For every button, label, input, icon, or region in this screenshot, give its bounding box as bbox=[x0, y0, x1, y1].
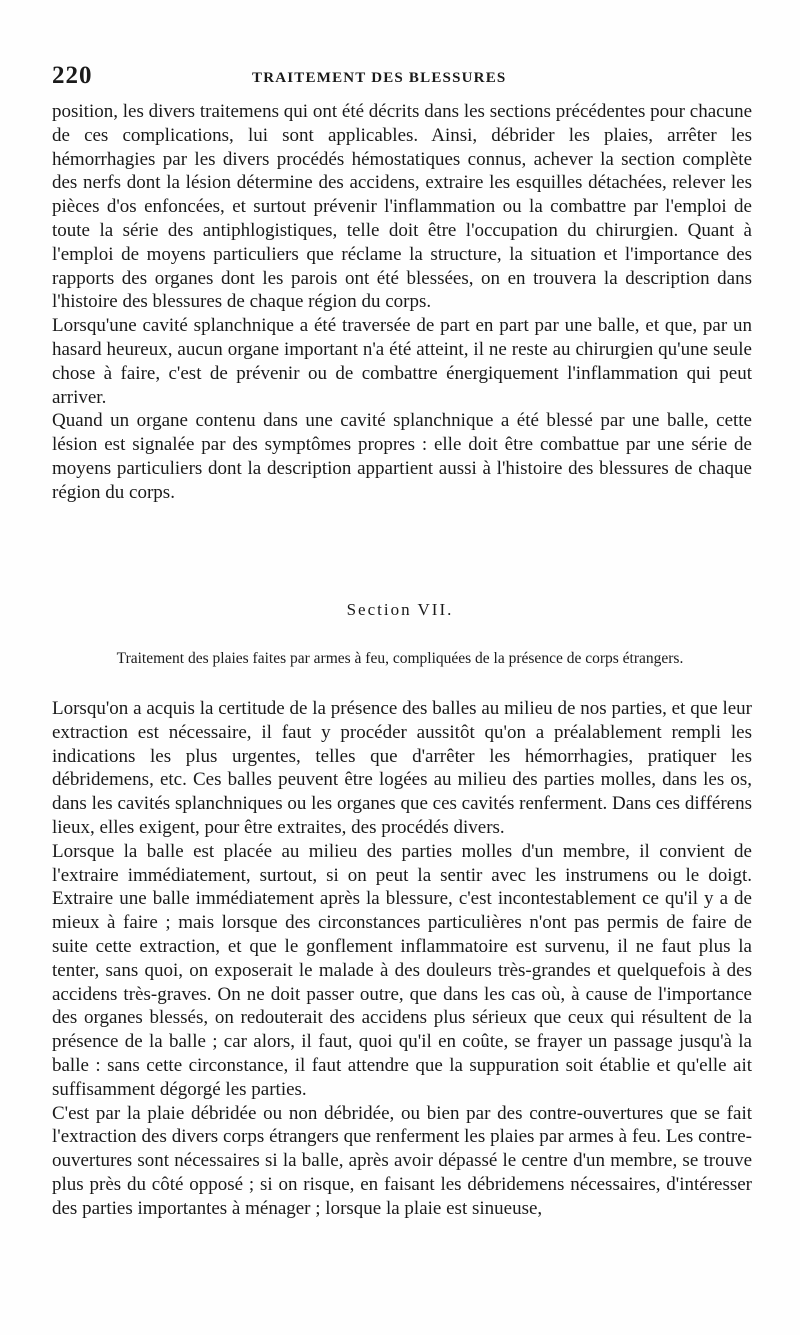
paragraph: Quand un organe contenu dans une cavité splanchnique a été blessé par une balle, cette lésion est signalée par des symptômes propres : elle doit être combattue par une série de moyens particuliers dont la description appartient aussi à l'histoire des blessures de chaque région du corps. bbox=[52, 410, 752, 503]
paragraph: Lorsqu'une cavité splanchnique a été traversée de part en part par une balle, et que, par un hasard heureux, aucun organe important n'a été atteint, il ne reste au chirurgien qu'une seule chose à faire, c'est de prévenir ou de combattre énergiquement l'inflammation qui peut arriver. bbox=[52, 315, 752, 408]
paragraph: C'est par la plaie débridée ou non débridée, ou bien par des contre-ouvertures que se fait l'extraction des divers corps étrangers que renferment les plaies par armes à feu. Les contre-ouvertures sont nécessaires si la balle, après avoir dépassé le centre d'un membre, se trouve plus près du côté opposé ; si on risque, en faisant les débridemens nécessaires, d'intéresser des parties importantes à ménager ; lorsque la plaie est sinueuse, bbox=[52, 1102, 752, 1219]
page-number: 220 bbox=[52, 62, 93, 89]
section-title: Section VII. bbox=[346, 600, 454, 619]
section-subtitle: Traitement des plaies faites par armes à feu, compliquées de la présence de corps étrangers. bbox=[116, 650, 684, 667]
paragraph: position, les divers traitemens qui ont été décrits dans les sections précédentes pour chacune de ces complications, lui sont applicables. Ainsi, débrider les plaies, arrêter les hémorrhagies par les divers procédés hémostatiques connus, achever la section complète des nerfs dont la lésion détermine des accidens, extraire les esquilles détachées, relever les pièces d'os enfoncées, et surtout prévenir l'inflammation ou la combattre par l'emploi de toute la série des antiphlogistiques, telle doit être l'occupation du chirurgien. Quant à l'emploi de moyens particuliers que réclame la structure, la situation et l'importance des rapports des organes dont les parois ont été blessées, on en trouvera la description dans l'histoire des blessures de chaque région du corps. bbox=[52, 101, 752, 313]
running-head: TRAITEMENT DES BLESSURES bbox=[252, 70, 507, 86]
body-text-top bbox=[52, 100, 752, 505]
body-text-bottom bbox=[52, 697, 752, 1221]
paragraph: Lorsqu'on a acquis la certitude de la présence des balles au milieu de nos parties, et que leur extraction est nécessaire, il faut y procéder aussitôt qu'on a préalablement rempli les indications les plus urgentes, telles que d'arrêter les hémorrhagies, pratiquer les débridemens, etc. Ces balles peuvent être logées au milieu des parties molles, dans les os, dans les cavités splanchniques ou les organes que ces cavités renferment. Dans ces différens lieux, elles exigent, pour être extraites, des procédés divers. bbox=[52, 698, 752, 838]
paragraph: Lorsque la balle est placée au milieu des parties molles d'un membre, il convient de l'extraire immédiatement, surtout, si on peut la sentir avec les instrumens ou le doigt. Extraire une balle immédiatement après la blessure, c'est incontestablement ce qu'il y a de mieux à faire ; mais lorsque des circonstances particulières n'ont pas permis de faire de suite cette extraction, et que le gonflement inflammatoire est survenu, il ne faut plus la tenter, sans quoi, on exposerait le malade à des douleurs très-grandes et quelquefois à des accidens très-graves. On ne doit passer outre, que dans les cas où, à cause de l'importance des organes blessés, on redouterait des accidens plus sérieux que ceux qui résultent de la présence de la balle ; car alors, il faut, quoi qu'il en coûte, se frayer un passage jusqu'à la balle : sans cette circonstance, il faut attendre que la suppuration soit établie et qu'elle ait suffisamment dégorgé les parties. bbox=[52, 840, 752, 1100]
page-header bbox=[52, 62, 752, 92]
